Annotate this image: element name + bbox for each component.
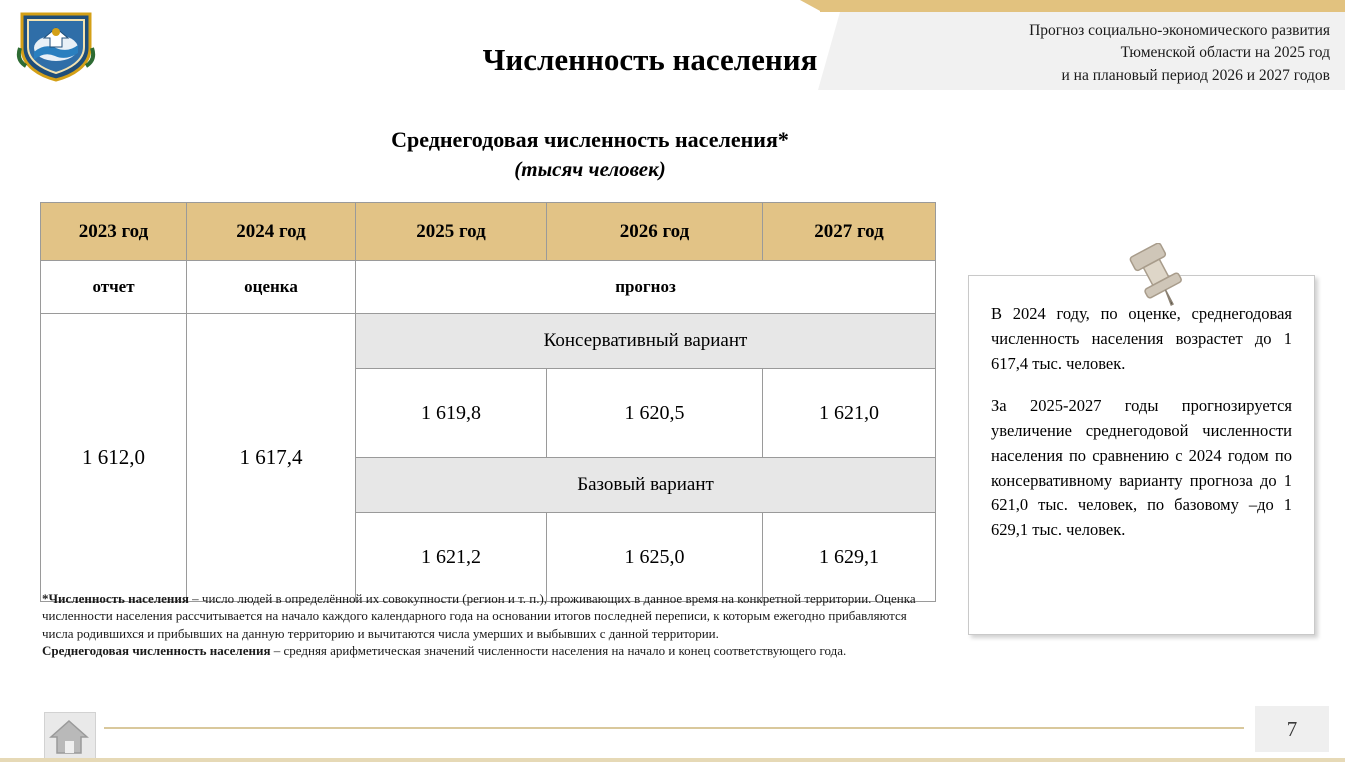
table-caption-main: Среднегодовая численность населения*: [391, 127, 789, 152]
footnote-text-2: – средняя арифметическая значений численности населения на начало и конец соответствующего года.: [270, 643, 847, 659]
table-caption-units: (тысяч человек): [514, 156, 666, 181]
table-subheader-forecast: прогноз: [356, 261, 936, 314]
table-value-base-2027: 1 629,1: [763, 513, 936, 602]
home-button[interactable]: [44, 712, 96, 762]
footnote-text-1: – число людей в определённой их совокупности (регион и т. п.), проживающих в данное время на конкретной территории. Оценка численности населения рассчитывается на начало каждого календарного года на основании итогов последней переписи, к которым ежегодно прибавляются числа родившихся и прибывших на данную территорию и вычитаются числа умерших и выбывших с данной территории.: [42, 591, 916, 641]
note-paragraph-1: В 2024 году, по оценке, среднегодовая численность населения возрастет до 1 617,4 тыс. человек.: [991, 304, 1292, 373]
table-value-estimate-2024: 1 617,4: [187, 314, 356, 602]
note-paragraph-2: За 2025-2027 годы прогнозируется увеличение среднегодовой численности населения по сравнению с 2024 годом по консервативному варианту прогноза до 1 621,0 тыс. человек, по базовому –до 1 629,1 тыс. человек.: [991, 396, 1292, 539]
table-value-base-2026: 1 625,0: [547, 513, 763, 602]
page-number: 7: [1255, 706, 1329, 752]
note-card-text: [969, 276, 1314, 543]
table-value-conservative-2025: 1 619,8: [356, 369, 547, 458]
footnote-term-2: Среднегодовая численность населения: [42, 643, 271, 659]
bottom-edge-strip: [0, 758, 1345, 762]
table-value-conservative-2027: 1 621,0: [763, 369, 936, 458]
footnote-term-1: *Численность населения: [42, 591, 189, 606]
document-subtitle-line-3: и на плановый период 2026 и 2027 годов: [1061, 66, 1330, 84]
population-table: [40, 202, 936, 602]
pushpin-icon: [1118, 243, 1198, 313]
table-value-report-2023: 1 612,0: [41, 314, 187, 602]
note-card: [968, 275, 1315, 635]
table-header-year-2027: 2027 год: [763, 203, 936, 261]
document-subtitle-line-1: Прогноз социально-экономического развития: [1029, 22, 1330, 39]
table-header-year-2023: 2023 год: [41, 203, 187, 261]
table-row-years: [41, 203, 936, 261]
table-subheader-estimate: оценка: [187, 261, 356, 314]
coat-of-arms-icon: [14, 8, 98, 82]
table-header-year-2024: 2024 год: [187, 203, 356, 261]
table-row-conservative-label: [41, 314, 936, 369]
page-title: Численность населения: [482, 42, 818, 77]
footnote-block: [42, 590, 937, 660]
table-scenario-label-base: Базовый вариант: [356, 458, 936, 513]
table-value-base-2025: 1 621,2: [356, 513, 547, 602]
table-caption: [180, 125, 1000, 183]
table-header-year-2025: 2025 год: [356, 203, 547, 261]
document-subtitle-line-2: Тюменской области на 2025 год: [1120, 44, 1330, 62]
footer-rule: [104, 727, 1244, 729]
table-scenario-label-conservative: Консервативный вариант: [356, 314, 936, 369]
table-header-year-2026: 2026 год: [547, 203, 763, 261]
gold-band-angle: [800, 0, 822, 12]
gold-band: [820, 0, 1345, 12]
table-subheader-report: отчет: [41, 261, 187, 314]
table-value-conservative-2026: 1 620,5: [547, 369, 763, 458]
table-row-subheaders: [41, 261, 936, 314]
